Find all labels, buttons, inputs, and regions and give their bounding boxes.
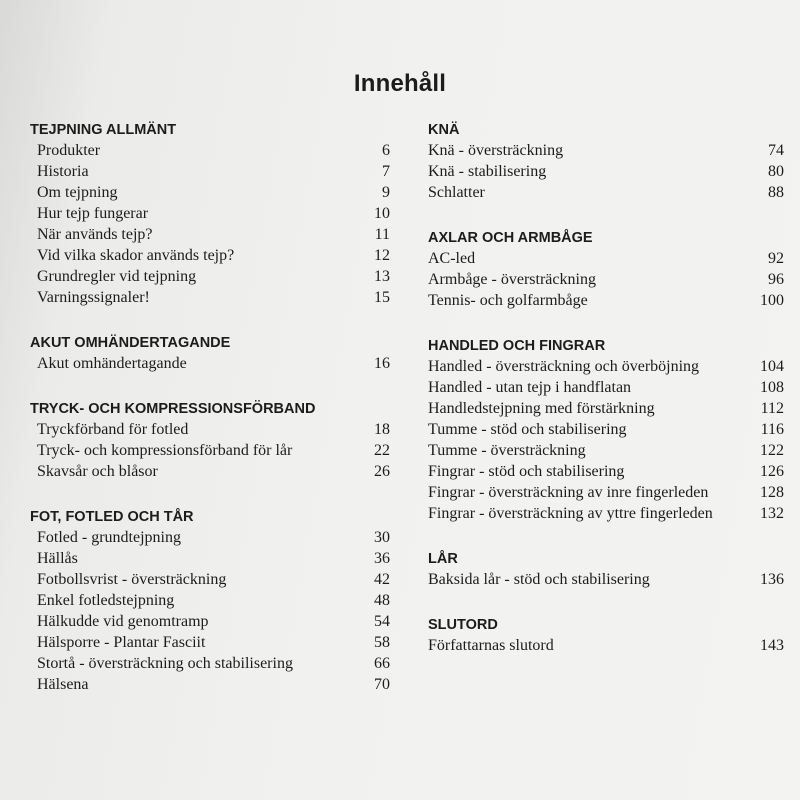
entry-page-number: 88 [768,184,784,201]
section-heading: FOT, FOTLED OCH TÅR [30,509,194,525]
entry-title: Handledstejpning med förstärkning [428,400,655,417]
toc-entry [30,266,390,287]
entry-title: Fotbollsvrist - översträckning [37,571,227,588]
entry-page-number: 48 [374,592,390,609]
toc-section [428,228,784,311]
toc-entry [30,224,390,245]
entry-title: Historia [37,163,89,180]
toc-section [428,336,784,524]
entry-page-number: 42 [374,571,390,588]
entry-title: Vid vilka skador används tejp? [37,247,235,264]
entry-title: Fingrar - översträckning av inre fingerleden [428,484,709,501]
section-heading: AKUT OMHÄNDERTAGANDE [30,335,231,351]
entry-page-number: 122 [760,442,784,459]
toc-entry [30,245,390,266]
entry-page-number: 92 [768,250,784,267]
entry-title: Hällås [37,550,78,567]
entry-page-number: 26 [374,463,390,480]
entry-title: Tumme - översträckning [428,442,586,459]
entry-title: Stortå - översträckning och stabilisering [37,655,293,672]
entry-page-number: 116 [760,421,784,438]
entry-title: Hälsena [37,676,89,693]
entry-page-number: 126 [760,463,784,480]
section-heading: SLUTORD [428,617,498,633]
toc-entry [30,287,390,308]
toc-entry [428,503,784,524]
entry-page-number: 96 [768,271,784,288]
page-title: Innehåll [353,70,447,97]
toc-section [30,399,390,482]
toc-entry [30,674,390,695]
toc-entry [428,461,784,482]
section-heading: AXLAR OCH ARMBÅGE [428,230,593,246]
section-heading: HANDLED OCH FINGRAR [428,338,606,354]
entry-page-number: 66 [374,655,390,672]
entry-page-number: 74 [768,142,784,159]
section-heading: LÅR [428,551,458,567]
toc-entry [428,161,784,182]
toc-entry [428,398,784,419]
entry-title: Tumme - stöd och stabilisering [428,421,627,438]
toc-entry [30,653,390,674]
entry-page-number: 7 [382,163,390,180]
toc-section [30,333,390,374]
toc-entry [428,440,784,461]
toc-entry [428,248,784,269]
entry-page-number: 22 [374,442,390,459]
entry-page-number: 100 [760,292,784,309]
toc-entry [30,548,390,569]
toc-entry [30,182,390,203]
entry-page-number: 128 [760,484,784,501]
toc-entry [428,269,784,290]
toc-entry [30,161,390,182]
toc-entry [30,611,390,632]
entry-title: Handled - översträckning och överböjning [428,358,700,375]
toc-section [30,120,390,308]
toc-entry [30,203,390,224]
entry-title: Skavsår och blåsor [37,463,158,480]
entry-title: Hur tejp fungerar [37,205,149,222]
toc-section [428,549,784,590]
section-heading: KNÄ [428,122,460,138]
entry-page-number: 136 [760,571,784,588]
toc-section [428,615,784,656]
toc-entry [30,440,390,461]
entry-title: Schlatter [428,184,485,201]
entry-title: När används tejp? [37,226,153,243]
entry-page-number: 80 [768,163,784,180]
entry-page-number: 10 [374,205,390,222]
toc-entry [428,140,784,161]
entry-title: Om tejpning [37,184,118,201]
entry-title: Fotled - grundtejpning [37,529,181,546]
entry-title: Knä - översträckning [428,142,564,159]
entry-title: Baksida lår - stöd och stabilisering [428,571,650,588]
entry-title: Armbåge - översträckning [428,271,596,288]
entry-title: Tennis- och golfarmbåge [428,292,588,309]
toc-entry [30,140,390,161]
toc-entry [30,353,390,374]
entry-page-number: 30 [374,529,390,546]
entry-page-number: 143 [760,637,784,654]
entry-page-number: 18 [374,421,390,438]
entry-title: Tryckförband för fotled [37,421,189,438]
section-heading: TEJPNING ALLMÄNT [30,122,177,138]
entry-page-number: 108 [760,379,784,396]
toc-entry [30,569,390,590]
toc-entry [30,527,390,548]
toc-left-column [30,120,390,720]
entry-page-number: 36 [374,550,390,567]
entry-page-number: 11 [374,226,390,243]
toc-entry [428,482,784,503]
toc-entry [428,290,784,311]
entry-page-number: 70 [374,676,390,693]
section-heading: TRYCK- OCH KOMPRESSIONSFÖRBAND [30,401,316,417]
entry-page-number: 132 [760,505,784,522]
toc-entry [428,182,784,203]
entry-title: Hälsporre - Plantar Fasciit [37,634,206,651]
entry-page-number: 6 [382,142,390,159]
entry-title: Handled - utan tejp i handflatan [428,379,632,396]
entry-page-number: 13 [374,268,390,285]
entry-title: Fingrar - översträckning av yttre fingerleden [428,505,713,522]
entry-page-number: 58 [374,634,390,651]
entry-page-number: 12 [374,247,390,264]
entry-page-number: 15 [374,289,390,306]
entry-page-number: 54 [374,613,390,630]
entry-title: Grundregler vid tejpning [37,268,197,285]
toc-entry [428,419,784,440]
toc-entry [30,461,390,482]
entry-page-number: 9 [382,184,390,201]
entry-title: Akut omhändertagande [37,355,187,372]
entry-page-number: 104 [760,358,784,375]
entry-page-number: 16 [374,355,390,372]
entry-title: Enkel fotledstejpning [37,592,175,609]
entry-title: Fingrar - stöd och stabilisering [428,463,625,480]
entry-title: Varningssignaler! [37,289,150,306]
entry-title: Författarnas slutord [428,637,554,654]
entry-page-number: 112 [760,400,784,417]
entry-title: Knä - stabilisering [428,163,547,180]
toc-right-column [428,120,784,681]
toc-entry [30,632,390,653]
entry-title: Tryck- och kompressionsförband för lår [37,442,293,459]
toc-section [428,120,784,203]
toc-entry [428,356,784,377]
toc-entry [30,419,390,440]
toc-entry [428,569,784,590]
entry-title: Hälkudde vid genomtramp [37,613,209,630]
toc-entry [428,377,784,398]
toc-section [30,507,390,695]
entry-title: Produkter [37,142,101,159]
entry-title: AC-led [428,250,476,267]
toc-entry [30,590,390,611]
toc-entry [428,635,784,656]
